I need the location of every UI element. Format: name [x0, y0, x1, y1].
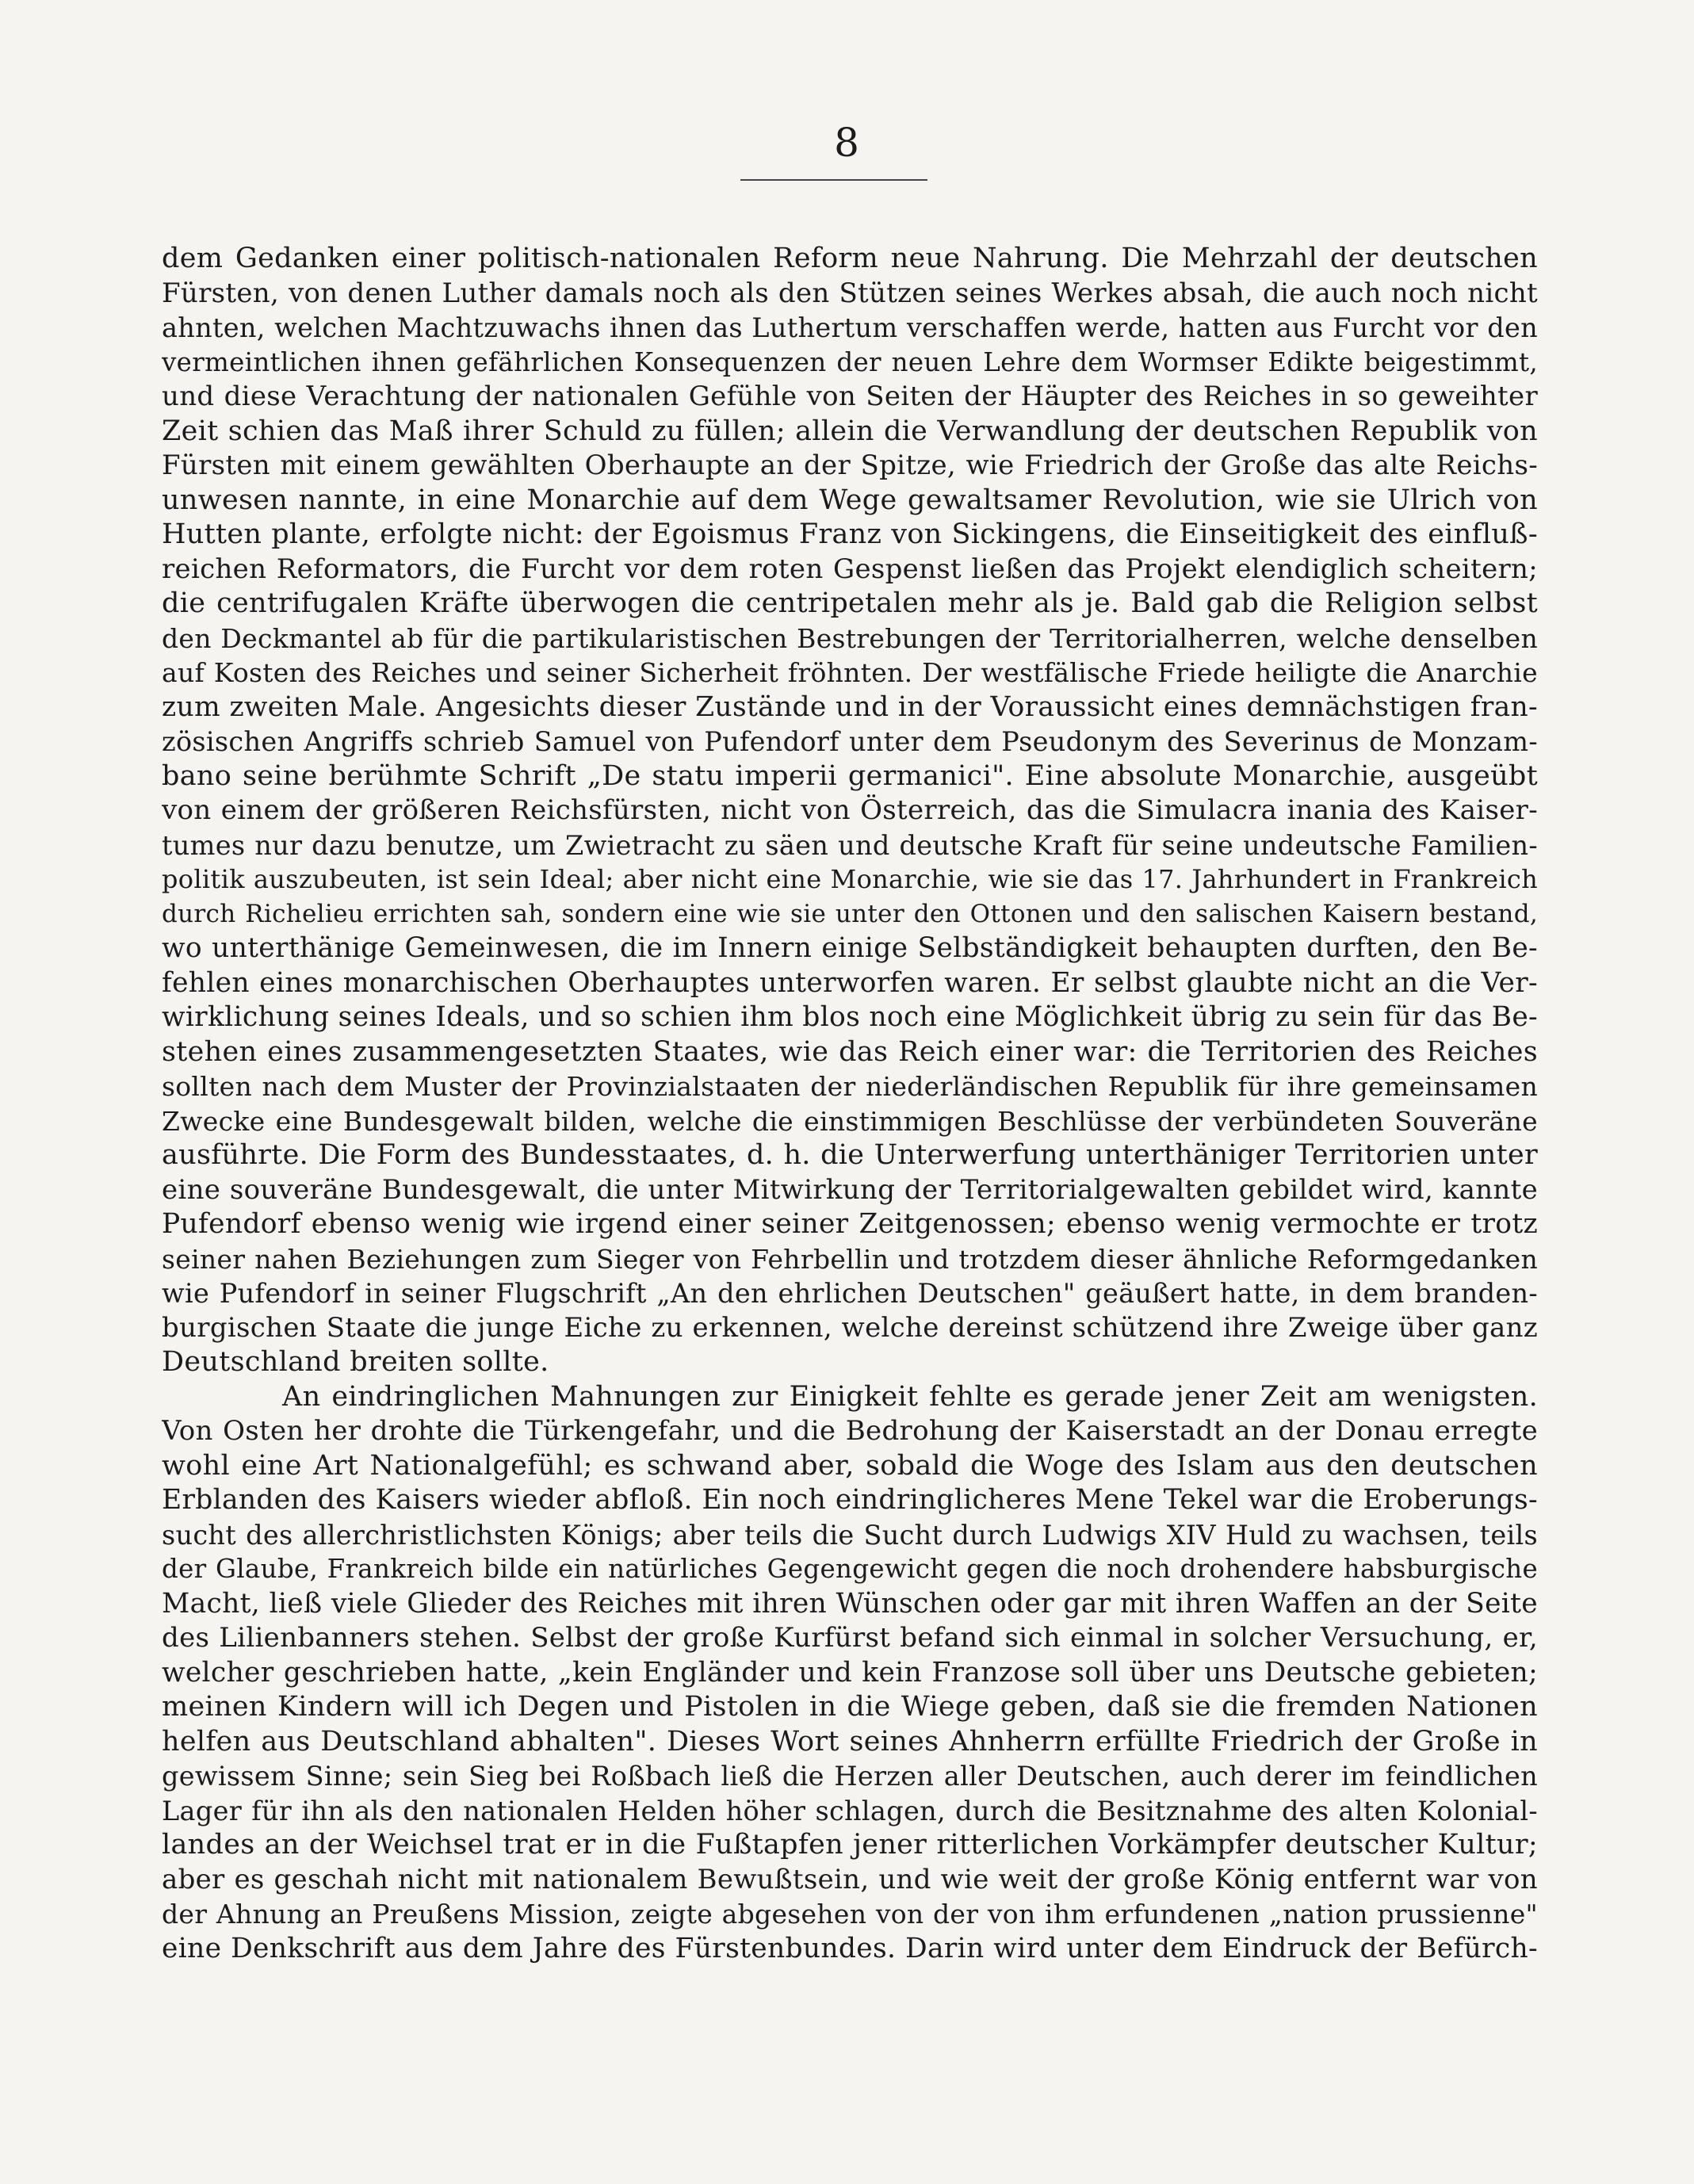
- text-line: von einem der größeren Reichsfürsten, nicht von Österreich, das die Simulacra inania des Kaiser-: [162, 794, 1538, 826]
- text-line: durch Richelieu errichten sah, sondern eine wie sie unter den Ottonen und den salischen Kaisern bestand,: [162, 899, 1538, 928]
- text-line: aber es geschah nicht mit nationalem Bewußtsein, und wie weit der große König entfernt war von: [162, 1863, 1538, 1895]
- text-line: wo unterthänige Gemeinwesen, die im Innern einige Selbständigkeit behaupten durften, den Be-: [162, 932, 1538, 964]
- text-line: unwesen nannte, in eine Monarchie auf dem Wege gewaltsamer Revolution, wie sie Ulrich von: [162, 484, 1538, 516]
- text-line: tumes nur dazu benutze, um Zwietracht zu säen und deutsche Kraft für seine undeutsche Familien-: [162, 829, 1538, 861]
- text-line: der Ahnung an Preußens Mission, zeigte abgesehen von der von ihm erfundenen „nation prussienne": [162, 1899, 1538, 1930]
- text-line: ausführte. Die Form des Bundesstaates, d. h. die Unterwerfung unterthäniger Territorien unter: [162, 1139, 1538, 1171]
- text-line: stehen eines zusammengesetzten Staates, wie das Reich einer war: die Territorien des Reiches: [162, 1035, 1538, 1068]
- text-line: wie Pufendorf in seiner Flugschrift „An den ehrlichen Deutschen" geäußert hatte, in dem branden-: [162, 1278, 1538, 1309]
- text-line: burgischen Staate die junge Eiche zu erkennen, welche dereinst schützend ihre Zweige über ganz: [162, 1311, 1538, 1344]
- text-line: zum zweiten Male. Angesichts dieser Zustände und in der Voraussicht eines demnächstigen fran-: [162, 690, 1538, 723]
- text-line: landes an der Weichsel trat er in die Fußtapfen jener ritterlichen Vorkämpfer deutscher Kultur;: [162, 1829, 1538, 1861]
- text-line: Hutten plante, erfolgte nicht: der Egoismus Franz von Sickingens, die Einseitigkeit des einfluß-: [162, 518, 1538, 550]
- text-line: und diese Verachtung der nationalen Gefühle von Seiten der Häupter des Reiches in so geweihter: [162, 381, 1538, 412]
- text-line: auf Kosten des Reiches und seiner Sicherheit fröhnten. Der westfälische Friede heiligte die Anarchie: [162, 657, 1538, 688]
- text-line: die centrifugalen Kräfte überwogen die centripetalen mehr als je. Bald gab die Religion selbst: [162, 587, 1538, 619]
- text-line: Fürsten mit einem gewählten Oberhaupte an der Spitze, wie Friedrich der Große das alte Reichs-: [162, 449, 1538, 481]
- text-line: Pufendorf ebenso wenig wie irgend einer seiner Zeitgenossen; ebenso wenig vermochte er trotz: [162, 1208, 1538, 1240]
- text-line: sollten nach dem Muster der Provinzialstaaten der niederländischen Republik für ihre gemeinsamen: [162, 1071, 1538, 1102]
- text-line: gewissem Sinne; sein Sieg bei Roßbach ließ die Herzen aller Deutschen, auch derer im feindlichen: [162, 1761, 1538, 1792]
- text-line: Von Osten her drohte die Türkengefahr, und die Bedrohung der Kaiserstadt an der Donau erregte: [162, 1415, 1538, 1447]
- text-line: wohl eine Art Nationalgefühl; es schwand aber, sobald die Woge des Islam aus den deutschen: [162, 1449, 1538, 1482]
- text-line: seiner nahen Beziehungen zum Sieger von Fehrbellin und trotzdem dieser ähnliche Reformgedanken: [162, 1243, 1538, 1275]
- text-line: helfen aus Deutschland abhalten". Dieses Wort seines Ahnherrn erfüllte Friedrich der Große in: [162, 1725, 1538, 1758]
- text-line: politik auszubeuten, ist sein Ideal; aber nicht eine Monarchie, wie sie das 17. Jahrhundert in Frankreich: [162, 864, 1538, 894]
- body-text: [162, 242, 1538, 1966]
- text-line: Erblanden des Kaisers wieder abfloß. Ein noch eindringlicheres Mene Tekel war die Eroberungs-: [162, 1484, 1538, 1516]
- page-number: 8: [834, 120, 859, 166]
- text-line: Zwecke eine Bundesgewalt bilden, welche die einstimmigen Beschlüsse der verbündeten Souveräne: [162, 1105, 1538, 1137]
- text-line: sucht des allerchristlichsten Königs; aber teils die Sucht durch Ludwigs XIV Huld zu wachsen, teils: [162, 1519, 1538, 1551]
- text-line: Fürsten, von denen Luther damals noch als den Stützen seines Werkes absah, die auch noch nicht: [162, 277, 1538, 309]
- text-line: Lager für ihn als den nationalen Helden höher schlagen, durch die Besitznahme des alten Kolonial-: [162, 1795, 1538, 1826]
- header-rule: [740, 179, 927, 181]
- text-line: Zeit schien das Maß ihrer Schuld zu füllen; allein die Verwandlung der deutschen Republik von: [162, 415, 1538, 447]
- text-line: meinen Kindern will ich Degen und Pistolen in die Wiege geben, daß sie die fremden Nationen: [162, 1691, 1538, 1723]
- text-line: eine souveräne Bundesgewalt, die unter Mitwirkung der Territorialgewalten gebildet wird, kannte: [162, 1173, 1538, 1206]
- text-line: Macht, ließ viele Glieder des Reiches mit ihren Wünschen oder gar mit ihren Waffen an der Seite: [162, 1587, 1538, 1620]
- text-line: eine Denkschrift aus dem Jahre des Fürstenbundes. Darin wird unter dem Eindruck der Befürch-: [162, 1932, 1538, 1964]
- text-line: fehlen eines monarchischen Oberhauptes unterworfen waren. Er selbst glaubte nicht an die Ver-: [162, 966, 1538, 999]
- text-line: welcher geschrieben hatte, „kein Engländer und kein Franzose soll über uns Deutsche gebieten;: [162, 1656, 1538, 1689]
- text-line: der Glaube, Frankreich bilde ein natürliches Gegengewicht gegen die noch drohendere habsburgische: [162, 1554, 1538, 1584]
- text-line: dem Gedanken einer politisch-nationalen Reform neue Nahrung. Die Mehrzahl der deutschen: [162, 243, 1538, 274]
- text-line: Deutschland breiten sollte.: [162, 1346, 549, 1378]
- text-line: An eindringlichen Mahnungen zur Einigkeit fehlte es gerade jener Zeit am wenigsten.: [282, 1380, 1538, 1413]
- text-line: des Lilienbanners stehen. Selbst der große Kurfürst befand sich einmal in solcher Versuchung, er,: [162, 1622, 1538, 1654]
- text-line: ahnten, welchen Machtzuwachs ihnen das Luthertum verschaffen werde, hatten aus Furcht vor den: [162, 312, 1538, 343]
- text-line: reichen Reformators, die Furcht vor dem roten Gespenst ließen das Projekt elendiglich scheitern;: [162, 553, 1538, 585]
- text-line: zösischen Angriffs schrieb Samuel von Pufendorf unter dem Pseudonym des Severinus de Monzam-: [162, 726, 1538, 757]
- text-line: vermeintlichen ihnen gefährlichen Konsequenzen der neuen Lehre dem Wormser Edikte beigestimmt,: [162, 346, 1538, 377]
- text-line: bano seine berühmte Schrift „De statu imperii germanici". Eine absolute Monarchie, ausgeübt: [162, 759, 1538, 792]
- text-line: den Deckmantel ab für die partikularistischen Bestrebungen der Territorialherren, welche denselben: [162, 622, 1538, 654]
- text-line: wirklichung seines Ideals, und so schien ihm blos noch eine Möglichkeit übrig zu sein für das Be-: [162, 1001, 1538, 1033]
